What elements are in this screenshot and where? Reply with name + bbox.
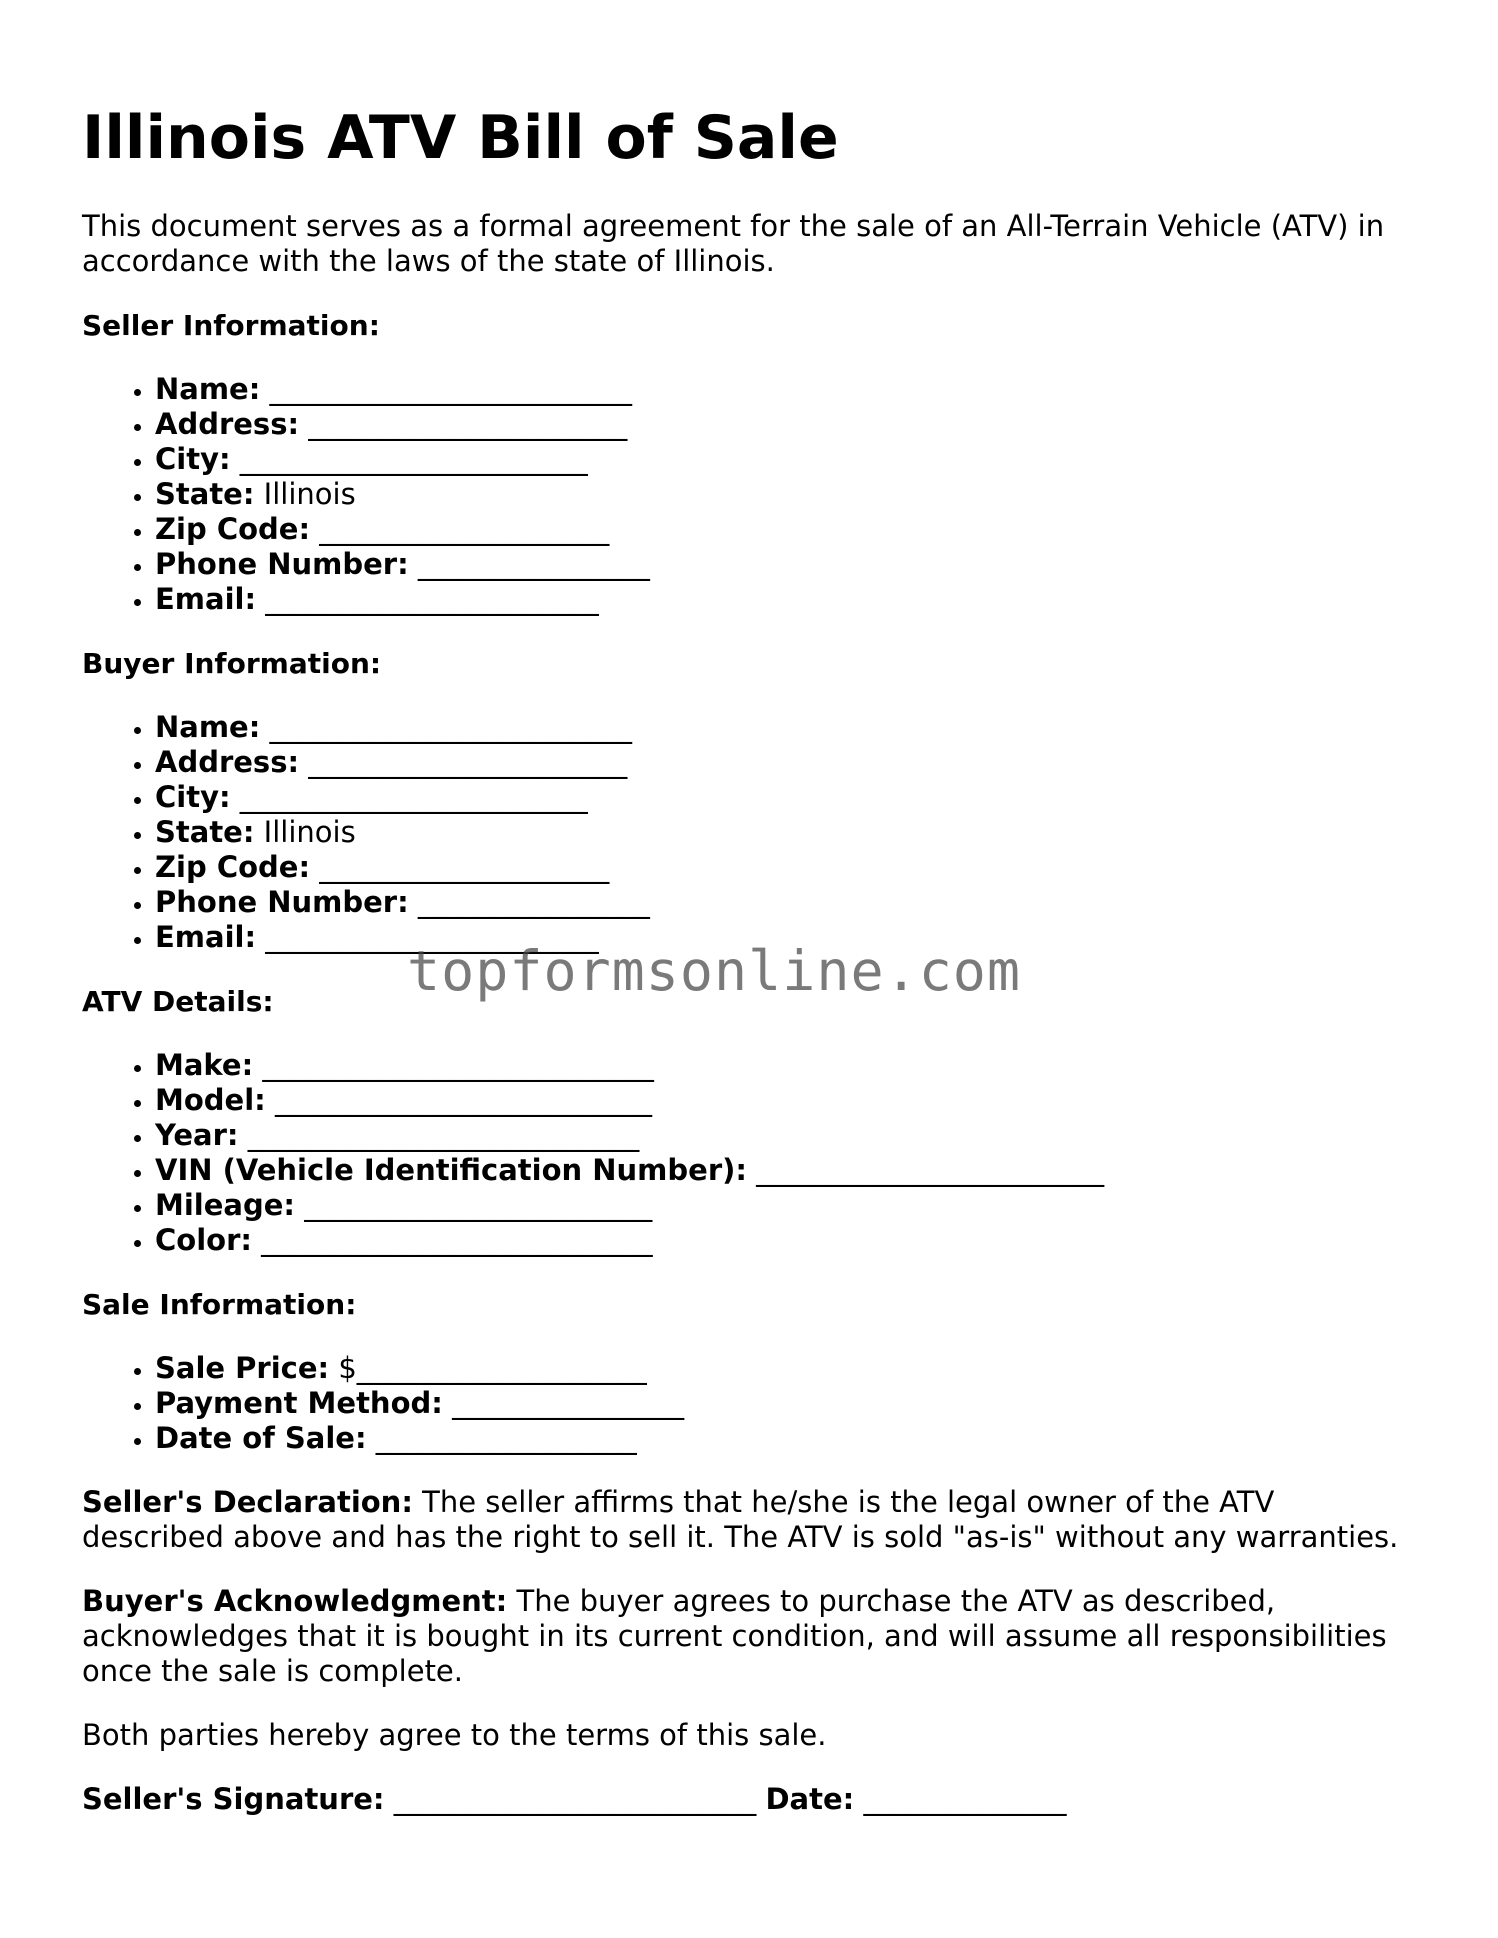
seller-declaration-text: The seller affirms that he/she is the legal owner of the ATV described above and has the right to sell it. The ATV is sold "as-is" without any warranties.: [82, 1485, 1399, 1554]
atv-year-field[interactable]: [155, 1118, 1422, 1153]
field-value: _______________________: [256, 582, 599, 616]
field-value: ______________________: [299, 745, 628, 779]
atv-vin-field[interactable]: [155, 1153, 1422, 1188]
seller-declaration: [82, 1485, 1422, 1555]
field-label: Email:: [155, 582, 257, 616]
buyer-name-field[interactable]: [155, 710, 1422, 745]
seller-zip-field[interactable]: [155, 512, 1422, 547]
field-label: Sale Price:: [155, 1351, 330, 1385]
field-value: ________________: [408, 885, 650, 919]
atv-color-field[interactable]: [155, 1223, 1422, 1258]
field-label: Phone Number:: [155, 885, 409, 919]
seller-signature-label: Seller's Signature:: [82, 1782, 385, 1816]
field-label: State:: [155, 477, 255, 511]
seller-signature-line[interactable]: [82, 1782, 1422, 1817]
sale-list: [82, 1351, 1422, 1456]
date-blank[interactable]: ______________: [854, 1782, 1067, 1816]
seller-city-field[interactable]: [155, 442, 1422, 477]
seller-email-field[interactable]: [155, 582, 1422, 617]
seller-heading: Seller Information:: [82, 309, 380, 342]
seller-address-field[interactable]: [155, 407, 1422, 442]
seller-phone-field[interactable]: [155, 547, 1422, 582]
buyer-city-field[interactable]: [155, 780, 1422, 815]
field-value: Illinois: [254, 815, 356, 849]
field-label: Payment Method:: [155, 1386, 443, 1420]
atv-list: [82, 1048, 1422, 1258]
field-label: Name:: [155, 372, 261, 406]
field-label: Year:: [155, 1118, 239, 1152]
field-value: ________________________: [295, 1188, 653, 1222]
field-value: _________________________: [260, 710, 633, 744]
field-label: Phone Number:: [155, 547, 409, 581]
field-value: ____________________: [310, 512, 610, 546]
field-label: Mileage:: [155, 1188, 296, 1222]
field-value: ________________________: [746, 1153, 1105, 1187]
date-of-sale-field[interactable]: [155, 1421, 1422, 1456]
bill-of-sale-document: [82, 0, 1422, 1817]
field-value: ___________________________: [238, 1118, 640, 1152]
field-label: City:: [155, 780, 231, 814]
field-label: Address:: [155, 745, 300, 779]
buyer-heading: Buyer Information:: [82, 647, 382, 680]
agreement-statement: Both parties hereby agree to the terms of this sale.: [82, 1718, 827, 1752]
field-value: ________________________: [230, 442, 588, 476]
buyer-phone-field[interactable]: [155, 885, 1422, 920]
field-label: City:: [155, 442, 231, 476]
buyer-acknowledgment-label: Buyer's Acknowledgment:: [82, 1584, 508, 1618]
seller-state-field: [155, 477, 1422, 512]
watermark: topformsonline.com: [407, 939, 1022, 1003]
field-label: Zip Code:: [155, 512, 311, 546]
intro-paragraph: This document serves as a formal agreement for the sale of an All-Terrain Vehicle (ATV) in accordance with the laws of the state of Illinois.: [82, 209, 1385, 278]
field-value: ______________________: [299, 407, 628, 441]
field-value: ____________________: [310, 850, 610, 884]
field-value: ________________________: [230, 780, 588, 814]
seller-signature-blank[interactable]: _________________________: [384, 1782, 766, 1816]
field-value: ________________: [408, 547, 650, 581]
atv-heading: ATV Details:: [82, 985, 274, 1018]
document-title: Illinois ATV Bill of Sale: [82, 103, 839, 173]
buyer-list: [82, 710, 1422, 955]
field-label: Address:: [155, 407, 300, 441]
sale-price-field[interactable]: [155, 1351, 1422, 1386]
field-value: Illinois: [254, 477, 356, 511]
field-value: $____________________: [329, 1351, 647, 1385]
payment-method-field[interactable]: [155, 1386, 1422, 1421]
field-value: ___________________________: [253, 1048, 654, 1082]
seller-declaration-label: Seller's Declaration:: [82, 1485, 413, 1519]
atv-mileage-field[interactable]: [155, 1188, 1422, 1223]
seller-name-field[interactable]: [155, 372, 1422, 407]
field-label: Email:: [155, 920, 257, 954]
buyer-address-field[interactable]: [155, 745, 1422, 780]
atv-model-field[interactable]: [155, 1083, 1422, 1118]
field-label: Zip Code:: [155, 850, 311, 884]
field-label: Model:: [155, 1083, 266, 1117]
field-value: __________________: [366, 1421, 637, 1455]
field-label: Make:: [155, 1048, 254, 1082]
field-value: ___________________________: [251, 1223, 653, 1257]
field-value: __________________________: [265, 1083, 652, 1117]
date-label: Date:: [765, 1782, 855, 1816]
seller-list: [82, 372, 1422, 617]
sale-heading: Sale Information:: [82, 1288, 357, 1321]
buyer-email-field[interactable]: [155, 920, 1422, 955]
field-label: Color:: [155, 1223, 252, 1257]
buyer-state-field: [155, 815, 1422, 850]
buyer-zip-field[interactable]: [155, 850, 1422, 885]
field-label: Name:: [155, 710, 261, 744]
field-label: VIN (Vehicle Identification Number):: [155, 1153, 747, 1187]
buyer-acknowledgment: [82, 1584, 1422, 1689]
field-label: State:: [155, 815, 255, 849]
buyer-acknowledgment-text: The buyer agrees to purchase the ATV as described, acknowledges that it is bought in its current condition, and will assume all responsibilities once the sale is complete.: [82, 1584, 1387, 1688]
field-value: ________________: [442, 1386, 685, 1420]
field-label: Date of Sale:: [155, 1421, 367, 1455]
atv-make-field[interactable]: [155, 1048, 1422, 1083]
field-value: _______________________: [256, 920, 599, 954]
field-value: _________________________: [260, 372, 633, 406]
